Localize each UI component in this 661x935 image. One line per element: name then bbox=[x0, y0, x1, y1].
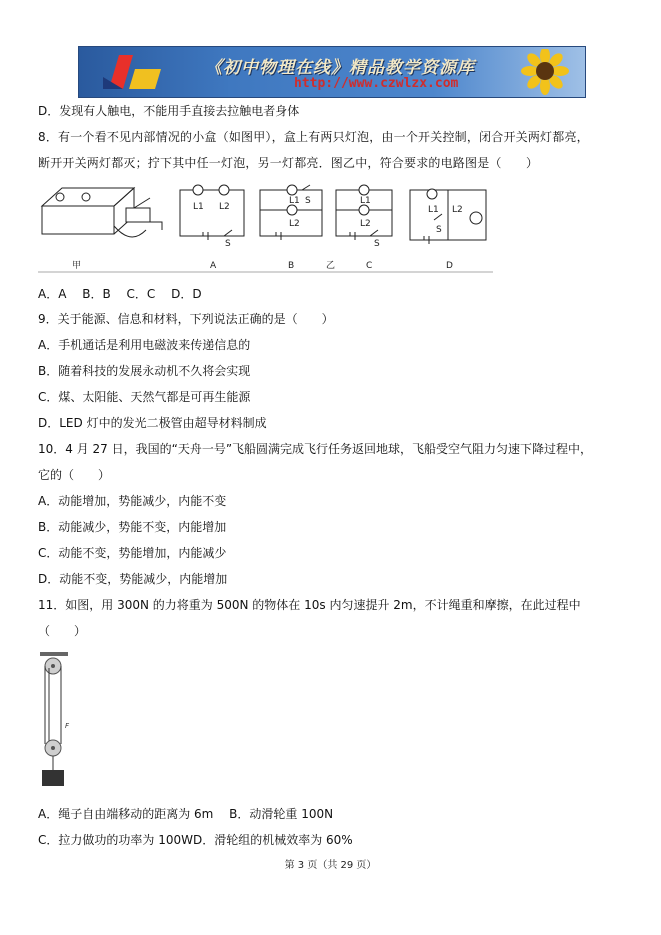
q11-pulley-figure bbox=[36, 652, 76, 790]
q8-figure bbox=[38, 182, 498, 276]
fig-label-yi: 乙 bbox=[326, 261, 336, 271]
page-footer: 第 3 页（共 29 页） bbox=[284, 860, 377, 871]
q8-stem-line1: 8．有一个看不见内部情况的小盒（如图甲），盒上有两只灯泡，由一个开关控制，闭合开关两灯都亮， bbox=[38, 130, 589, 144]
header-banner bbox=[78, 46, 586, 98]
fig-label-c: C bbox=[366, 261, 373, 271]
q9-option-b: B．随着科技的发展永动机不久将会实现 bbox=[38, 364, 251, 378]
q10-stem-line2: 它的（ ） bbox=[38, 468, 111, 482]
fig-b-s: S bbox=[305, 196, 311, 206]
q9-option-d: D．LED 灯中的发光二极管由超导材料制成 bbox=[38, 416, 267, 430]
fig-label-b: B bbox=[288, 261, 295, 271]
fig-label-jia: 甲 bbox=[72, 261, 82, 271]
q10-option-a: A．动能增加，势能减少，内能不变 bbox=[38, 494, 227, 508]
q10-option-d: D．动能不变，势能减少，内能增加 bbox=[38, 572, 228, 586]
force-label: F bbox=[65, 722, 70, 730]
q10-option-b: B．动能减少，势能不变，内能增加 bbox=[38, 520, 227, 534]
fig-d-l1: L1 bbox=[428, 205, 439, 215]
fig-label-a: A bbox=[210, 261, 217, 271]
q9-option-a: A．手机通话是利用电磁波来传递信息的 bbox=[38, 338, 251, 352]
fig-c-s: S bbox=[374, 239, 380, 249]
fig-d-s: S bbox=[436, 225, 442, 235]
q11-options-ab: A．绳子自由端移动的距离为 6m B．动滑轮重 100N bbox=[38, 807, 334, 821]
fig-a-l1: L1 bbox=[193, 202, 204, 212]
fig-label-d: D bbox=[446, 261, 453, 271]
q8-stem-line2: 断开开关两灯都灭；拧下其中任一灯泡，另一灯都亮．图乙中，符合要求的电路图是（ ） bbox=[38, 156, 539, 170]
fig-d-l2: L2 bbox=[452, 205, 463, 215]
q10-option-c: C．动能不变，势能增加，内能减少 bbox=[38, 546, 227, 560]
q7-option-d: D．发现有人触电，不能用手直接去拉触电者身体 bbox=[38, 104, 300, 118]
banner-url: http://www.czwlzx.com bbox=[294, 76, 459, 91]
fig-c-l1: L1 bbox=[360, 196, 371, 206]
q10-stem-line1: 10．4 月 27 日，我国的“天舟一号”飞船圆满完成飞行任务返回地球，飞船受空气阻力匀速下降过程中， bbox=[38, 442, 593, 456]
q8-options: A．A B．B C．C D．D bbox=[38, 287, 202, 301]
sunflower-icon bbox=[509, 49, 581, 95]
banner-title: 《初中物理在线》精品教学资源库 bbox=[205, 58, 475, 78]
q11-stem-line2: （ ） bbox=[38, 624, 87, 638]
q9-option-c: C．煤、太阳能、天然气都是可再生能源 bbox=[38, 390, 251, 404]
fig-c-l2: L2 bbox=[360, 219, 371, 229]
fig-b-l2: L2 bbox=[289, 219, 300, 229]
fig-a-s: S bbox=[225, 239, 231, 249]
q11-options-cd: C．拉力做功的功率为 100WD．滑轮组的机械效率为 60% bbox=[38, 833, 353, 847]
fig-b-l1: L1 bbox=[289, 196, 300, 206]
fig-a-l2: L2 bbox=[219, 202, 230, 212]
q11-stem-line1: 11．如图，用 300N 的力将重为 500N 的物体在 10s 内匀速提升 2m，不计绳重和摩擦，在此过程中 bbox=[38, 598, 581, 612]
logo-icon bbox=[99, 49, 179, 95]
q9-stem: 9．关于能源、信息和材料，下列说法正确的是（ ） bbox=[38, 312, 334, 326]
